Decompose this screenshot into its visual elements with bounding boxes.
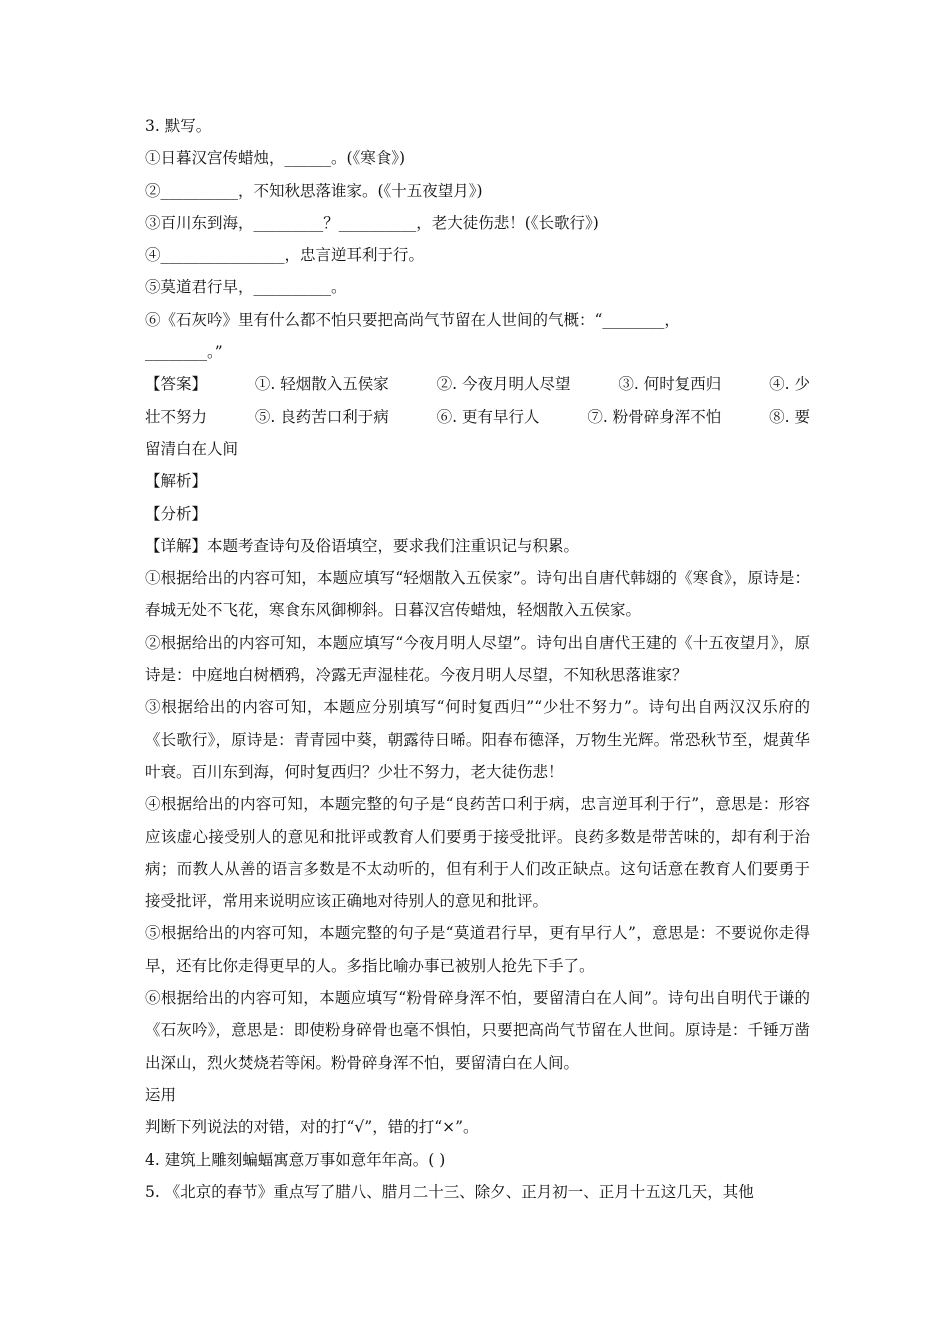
detail-2: ②根据给出的内容可知，本题应填写“今夜月明人尽望”。诗句出自唐代王建的《十五夜望月》，原诗是：中庭地白树栖鸦，冷露无声湿桂花。今夜月明人尽望，不知秋思落谁家？ (145, 633, 810, 685)
answer-6: ⑥. 更有早行人 (436, 407, 540, 426)
analysis-label: 【解析】 (145, 472, 208, 491)
question-4: 4. 建筑上雕刻蝙蝠寓意万事如意年年高。( ) (145, 1150, 446, 1169)
question-5: 5. 《北京的春节》重点写了腊八、腊月二十三、除夕、正月初一、正月十五这几天，其他 (145, 1182, 754, 1201)
question-3-item-6-cont: ________。” (145, 343, 223, 362)
question-3-item-6: ⑥《石灰吟》里有什么都不怕只要把高尚气节留在人世间的气概：“________， (145, 310, 680, 329)
question-3-item-2: ②__________，不知秋思落谁家。(《十五夜望月》) (145, 181, 483, 200)
answer-8-end: 留清白在人间 (145, 439, 239, 458)
document-page (145, 110, 810, 1208)
detail-5: ⑤根据给出的内容可知，本题完整的句子是“莫道君行早，更有早行人”，意思是：不要说你走得早，还有比你走得更早的人。多指比喻办事已被别人抢先下手了。 (145, 924, 810, 975)
question-3-item-4: ④________________，忠言逆耳利于行。 (145, 246, 425, 265)
question-3-title: 3. 默写。 (145, 117, 212, 135)
detail-intro: 【详解】本题考查诗句及俗语填空，要求我们注重识记与积累。 (145, 536, 580, 555)
fenxi-label: 【分析】 (145, 504, 208, 523)
section-instruction: 判断下列说法的对错，对的打“√”，错的打“×”。 (145, 1118, 479, 1137)
detail-6: ⑥根据给出的内容可知，本题应填写“粉骨碎身浑不怕，要留清白在人间”。诗句出自明代于谦的《石灰吟》，意思是：即使粉身碎骨也毫不惧怕，只要把高尚气节留在人世间。原诗是：千锤万凿出深山，烈火焚烧若等闲。粉骨碎身浑不怕，要留清白在人间。 (145, 989, 810, 1072)
answer-4-start: ④. 少 (769, 375, 810, 394)
section-title: 运用 (145, 1085, 177, 1104)
answer-label: 【答案】 (145, 375, 208, 394)
answer-5: ⑤. 良药苦口利于病 (254, 407, 389, 426)
answer-2: ②. 今夜月明人尽望 (436, 375, 571, 394)
detail-4: ④根据给出的内容可知，本题完整的句子是“良药苦口利于病，忠言逆耳利于行”，意思是：形容应该虚心接受别人的意见和批评或教育人们要勇于接受批评。良药多数是带苦味的，却有利于治病；而教人从善的语言多数是不太动听的，但有利于人们改正缺点。这句话意在教育人们要勇于接受批评，常用来说明应该正确地对待别人的意见和批评。 (145, 795, 810, 911)
detail-1: ①根据给出的内容可知，本题应填写“轻烟散入五侯家”。诗句出自唐代韩翃的《寒食》，原诗是：春城无处不飞花，寒食东风御柳斜。日暮汉宫传蜡烛，轻烟散入五侯家。 (145, 569, 810, 620)
question-3-item-5: ⑤莫道君行早，__________。 (145, 278, 347, 297)
answer-row-1 (145, 368, 810, 400)
answer-3: ③. 何时复西归 (618, 375, 722, 394)
answer-row-2 (145, 401, 810, 433)
answer-7: ⑦. 粉骨碎身浑不怕 (587, 407, 722, 426)
answer-1: ①. 轻烟散入五侯家 (254, 375, 389, 394)
question-3-item-3: ③百川东到海，_________？__________，老大徒伤悲！(《长歌行》) (145, 213, 599, 232)
answer-8-start: ⑧. 要 (769, 407, 810, 426)
question-3-item-1: ①日暮汉宫传蜡烛，______。(《寒食》) (145, 149, 406, 168)
detail-3: ③根据给出的内容可知，本题应分别填写“何时复西归”“少壮不努力”。诗句出自两汉汉乐府的《长歌行》，原诗是：青青园中葵，朝露待日晞。阳春布德泽，万物生光辉。常恐秋节至，焜黄华叶衰。百川东到海，何时复西归？少壮不努力，老大徒伤悲！ (145, 698, 810, 781)
answer-4-end: 壮不努力 (145, 407, 208, 426)
